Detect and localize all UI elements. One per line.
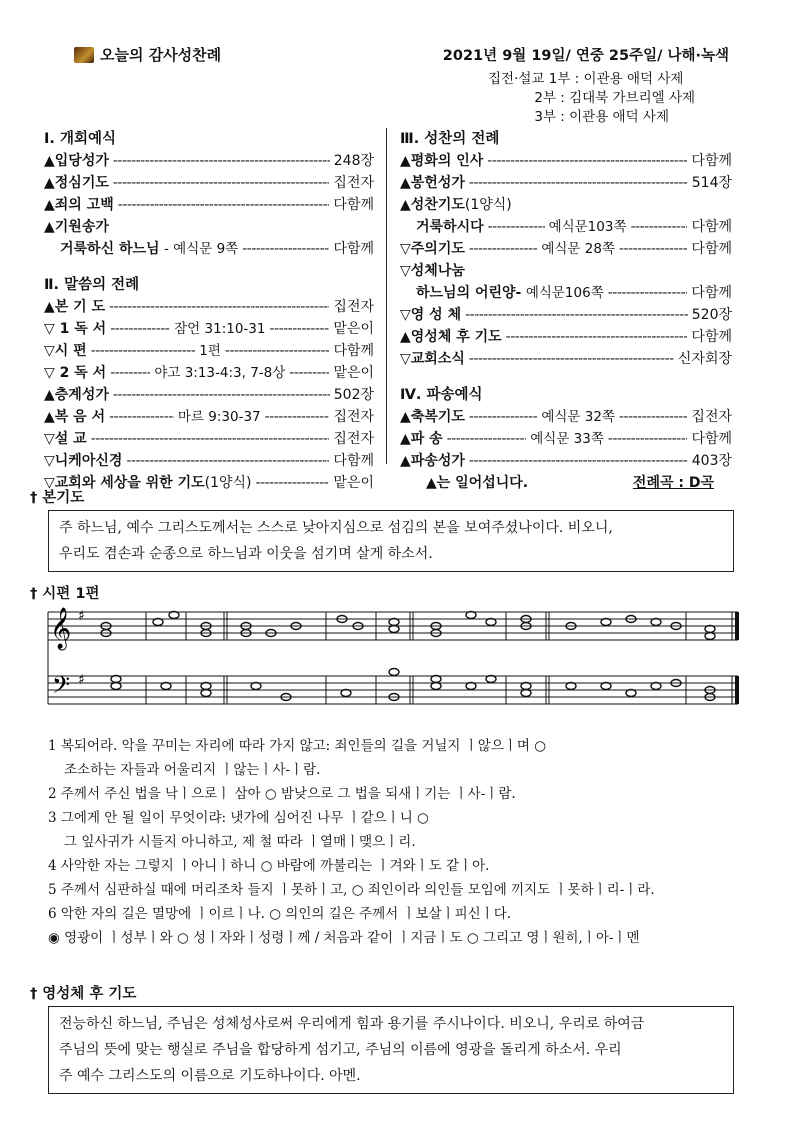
order-item: ▲축복기도 ----- 예식문 32쪽 ----- 집전자	[400, 406, 732, 428]
order-left-column	[44, 128, 374, 494]
verse-line: 그 잎사귀가 시들지 아니하고, 제 철 따라 ㅣ열매ㅣ맺으ㅣ리.	[64, 834, 416, 850]
psalm-verses	[48, 734, 748, 950]
order-item: ▲성찬기도(1양식)	[400, 197, 512, 213]
order-item: ▽설 교 ----- 집전자	[44, 428, 374, 450]
verse-line: 3 그에게 안 될 일이 무엇이랴: 냇가에 심어진 나무 ㅣ같으ㅣ니 ○	[48, 810, 429, 826]
order-item: ▲복 음 서 ----- 마르 9:30-37 ----- 집전자	[44, 406, 374, 428]
stand-note: ▲는 일어섭니다. 전례곡 : D곡	[400, 472, 732, 494]
order-item: ▲봉헌성가 ----- 514장	[400, 172, 732, 194]
key-signature-sharp-icon: ♯	[78, 608, 85, 624]
verse-line: 4 사악한 자는 그렇지 ㅣ아니ㅣ하니 ○ 바람에 까불리는 ㅣ겨와ㅣ도 같ㅣ아.	[48, 858, 490, 874]
section-title: Ⅰ. 개회예식	[44, 131, 116, 147]
treble-clef-icon: 𝄞	[50, 608, 72, 649]
order-right-column	[400, 128, 732, 494]
column-divider	[386, 128, 387, 464]
prayer-line: 전능하신 하느님, 주님은 성체성사로써 우리에게 힘과 용기를 주시나이다. 비오니, 우리로 하여금	[59, 1016, 645, 1032]
order-item: ▽교회소식 ----- 신자회장	[400, 348, 732, 370]
section-title: Ⅳ. 파송예식	[400, 387, 483, 403]
verse-line: 5 주께서 심판하실 때에 머리조차 들지 ㅣ못하ㅣ고, ○ 죄인이라 의인들 모임에 끼지도 ㅣ못하ㅣ리-ㅣ라.	[48, 882, 655, 898]
order-item: 하느님의 어린양- 예식문106쪽 ----- 다함께	[400, 282, 732, 304]
chant-notes	[101, 612, 715, 701]
order-item: ▽ 1 독 서 ----- 잠언 31:10-31 ----- 맡은이	[44, 318, 374, 340]
clergy-row: 2부 : 김대북 가브리엘 사제	[534, 90, 696, 106]
collect-line: 주 하느님, 예수 그리스도께서는 스스로 낮아지심으로 섬김의 본을 보여주셨나이다. 비오니,	[59, 520, 613, 536]
order-item: ▽니케아신경 ----- 다함께	[44, 450, 374, 472]
psalm-heading: † 시편 1편	[30, 586, 100, 602]
verse-line: 조소하는 자들과 어울리지 ㅣ않는ㅣ사-ㅣ람.	[64, 762, 321, 778]
verse-line: 1 복되어라. 악을 꾸미는 자리에 따라 가지 않고: 죄인들의 길을 거닐지 ㅣ않으ㅣ며 ○	[48, 738, 547, 754]
final-barline	[735, 612, 739, 640]
bass-clef-icon: 𝄢	[52, 671, 71, 704]
verse-line: ◉ 영광이 ㅣ성부ㅣ와 ○ 성ㅣ자와ㅣ성령ㅣ께 / 처음과 같이 ㅣ지금ㅣ도 ○ 그리고 영ㅣ원히,ㅣ아-ㅣ멘	[48, 930, 640, 946]
bulletin-title-text: 오늘의 감사성찬례	[100, 46, 222, 64]
order-item: ▲죄의 고백 ----- 다함께	[44, 194, 374, 216]
order-item: ▽시 편 ----- 1편 ----- 다함께	[44, 340, 374, 362]
post-communion-box	[48, 1006, 734, 1094]
church-logo-icon	[74, 47, 94, 63]
order-item: ▽성체나눔	[400, 263, 465, 279]
clergy-list	[488, 70, 695, 127]
post-communion-heading: † 영성체 후 기도	[30, 986, 137, 1002]
order-item: 거룩하시다 ----- 예식문103쪽 ----- 다함께	[400, 216, 732, 238]
order-item: ▽주의기도 ----- 예식문 28쪽 ----- 다함께	[400, 238, 732, 260]
order-item: ▽영 성 체 ----- 520장	[400, 304, 732, 326]
order-item: ▲평화의 인사 ----- 다함께	[400, 150, 732, 172]
order-item: ▽교회와 세상을 위한 기도(1양식) ----- 맡은이	[44, 472, 374, 494]
order-item: ▲파 송 ----- 예식문 33쪽 ----- 다함께	[400, 428, 732, 450]
verse-line: 6 악한 자의 길은 멸망에 ㅣ이르ㅣ나. ○ 의인의 길은 주께서 ㅣ보살ㅣ피신ㅣ다.	[48, 906, 512, 922]
final-barline	[735, 676, 739, 704]
prayer-line: 주님의 뜻에 맞는 행실로 주님을 합당하게 섬기고, 주님의 이름에 영광을 돌리게 하소서. 우리	[59, 1042, 622, 1058]
prayer-line: 주 예수 그리스도의 이름으로 기도하나이다. 아멘.	[59, 1068, 361, 1084]
order-item: ▲영성체 후 기도 ----- 다함께	[400, 326, 732, 348]
order-item: ▲정심기도 ----- 집전자	[44, 172, 374, 194]
section-title: Ⅱ. 말씀의 전례	[44, 277, 140, 293]
collect-box	[48, 510, 734, 572]
order-item: ▲파송성가 ----- 403장	[400, 450, 732, 472]
key-signature-sharp-icon: ♯	[78, 672, 85, 688]
order-item: ▲입당성가 ----- 248장	[44, 150, 374, 172]
psalm-chant-score	[46, 600, 742, 720]
clergy-row: 3부 : 이관용 애덕 사제	[534, 109, 670, 125]
section-title: Ⅲ. 성찬의 전례	[400, 131, 500, 147]
verse-line: 2 주께서 주신 법을 낙ㅣ으로ㅣ 삼아 ○ 밤낮으로 그 법을 되새ㅣ기는 ㅣ사-ㅣ람.	[48, 786, 516, 802]
order-item: ▽ 2 독 서 ----- 야고 3:13-4:3, 7-8상 ----- 맡은이	[44, 362, 374, 384]
collect-line: 우리도 겸손과 순종으로 하느님과 이웃을 섬기며 살게 하소서.	[59, 546, 433, 562]
order-item: 거룩하신 하느님 - 예식문 9쪽 ----- 다함께	[44, 238, 374, 260]
liturgical-date: 2021년 9월 19일/ 연중 25주일/ 나해·녹색	[442, 48, 729, 64]
clergy-row: 집전·설교 1부 : 이관용 애덕 사제	[488, 71, 684, 87]
collect-heading: † 본기도	[30, 490, 85, 506]
bulletin-title	[74, 44, 221, 65]
tune-label: 전례곡 : D곡	[632, 475, 714, 491]
order-item: ▲층계성가 ----- 502장	[44, 384, 374, 406]
order-item: ▲기원송가	[44, 219, 109, 235]
order-item: ▲본 기 도 ----- 집전자	[44, 296, 374, 318]
